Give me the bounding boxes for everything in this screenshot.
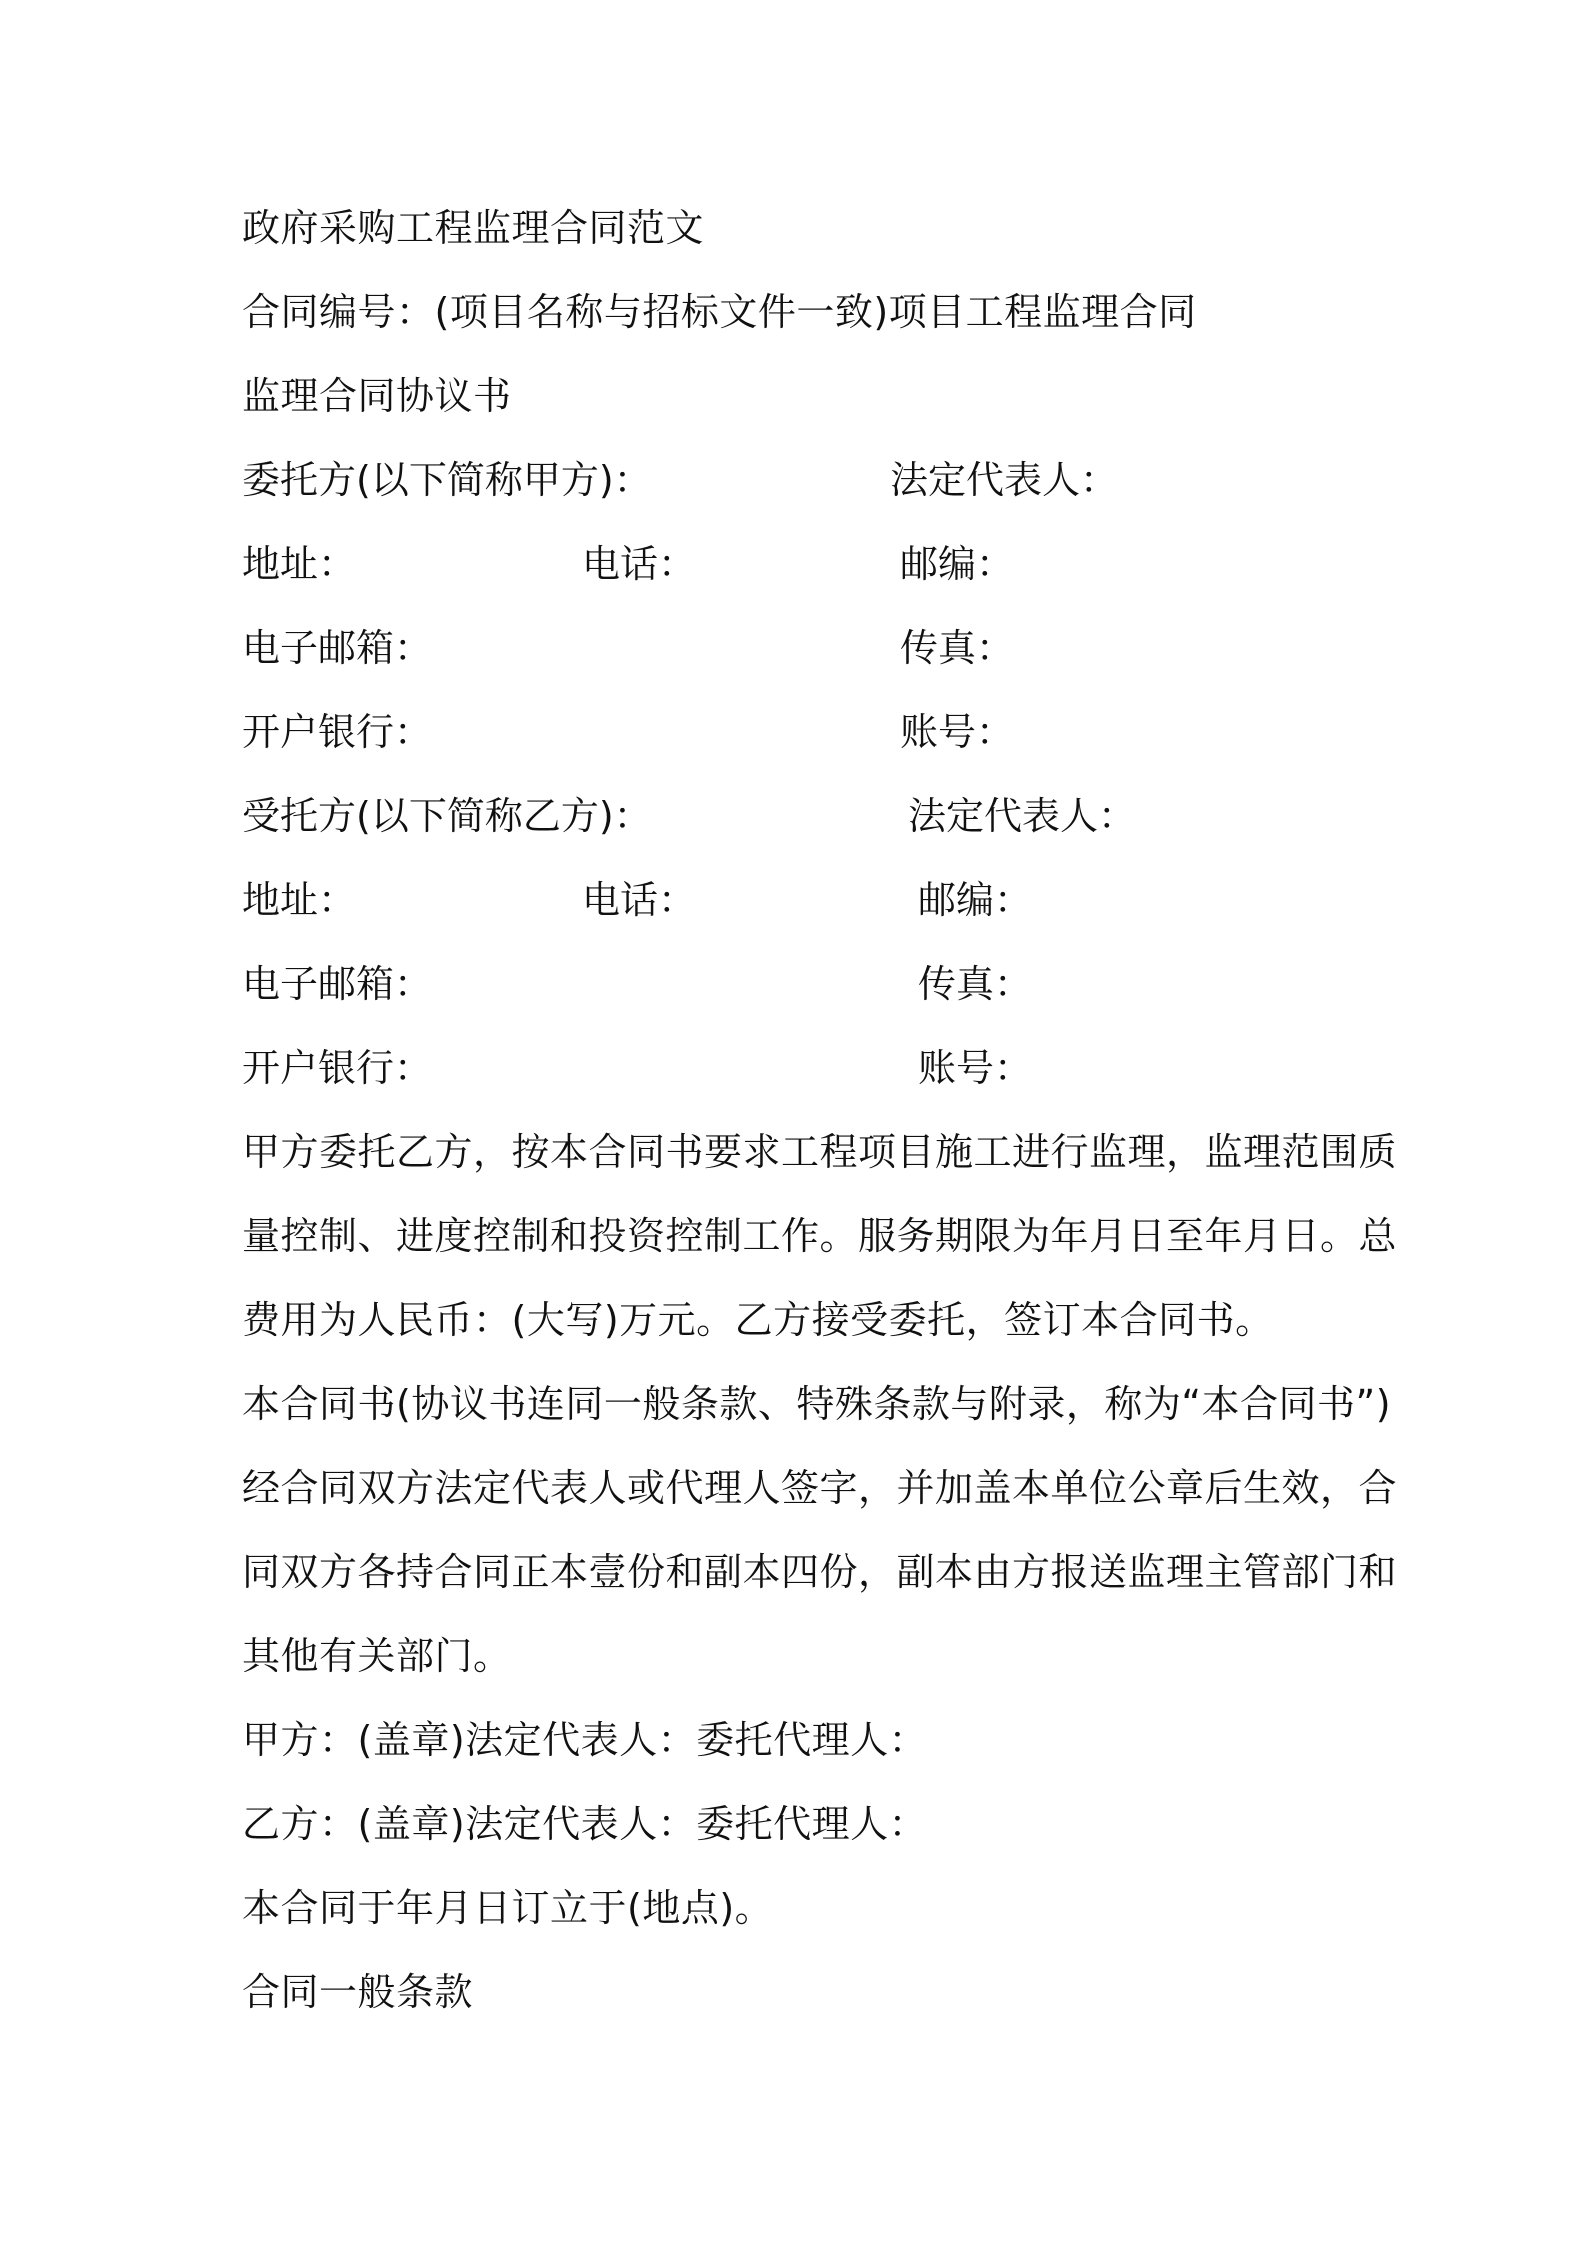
party-a-bank: 开户银行： <box>242 710 433 754</box>
party-a-client: 委托方(以下简称甲方)： <box>242 458 652 502</box>
party-b-postcode: 邮编： <box>918 878 1033 922</box>
party-b-address: 地址： <box>242 878 357 922</box>
paragraph-line: 同双方各持合同正本壹份和副本四份，副本由方报送监理主管部门和 <box>242 1550 1398 1594</box>
party-b-email: 电子邮箱： <box>242 962 433 1006</box>
party-a-phone: 电话： <box>582 542 697 586</box>
paragraph-line: 经合同双方法定代表人或代理人签字，并加盖本单位公章后生效，合 <box>242 1466 1398 1510</box>
signing-date-place: 本合同于年月日订立于(地点)。 <box>242 1886 774 1930</box>
party-a-postcode: 邮编： <box>900 542 1015 586</box>
paragraph-line: 量控制、进度控制和投资控制工作。服务期限为年月日至年月日。总 <box>242 1214 1398 1258</box>
commission-paragraph <box>242 1110 1398 1362</box>
signature-party-b: 乙方：(盖章)法定代表人：委托代理人： <box>242 1802 928 1846</box>
agreement-title: 监理合同协议书 <box>242 374 512 418</box>
paragraph-line: 费用为人民币：(大写)万元。乙方接受委托，签订本合同书。 <box>242 1298 1274 1342</box>
party-b-phone: 电话： <box>582 878 697 922</box>
effectiveness-paragraph <box>242 1362 1398 1698</box>
general-terms-heading: 合同一般条款 <box>242 1970 474 2014</box>
party-a-account: 账号： <box>900 710 1015 754</box>
paragraph-line: 甲方委托乙方，按本合同书要求工程项目施工进行监理，监理范围质 <box>242 1130 1398 1174</box>
party-b-client: 受托方(以下简称乙方)： <box>242 794 652 838</box>
document-title: 政府采购工程监理合同范文 <box>242 206 705 250</box>
paragraph-line: 本合同书(协议书连同一般条款、特殊条款与附录，称为“本合同书”) <box>242 1382 1392 1426</box>
party-a-email: 电子邮箱： <box>242 626 433 670</box>
party-b-bank: 开户银行： <box>242 1046 433 1090</box>
signature-party-a: 甲方：(盖章)法定代表人：委托代理人： <box>242 1718 928 1762</box>
contract-number: 合同编号：(项目名称与招标文件一致)项目工程监理合同 <box>242 290 1197 334</box>
party-b-account: 账号： <box>918 1046 1033 1090</box>
paragraph-line: 其他有关部门。 <box>242 1634 512 1678</box>
party-a-fax: 传真： <box>900 626 1015 670</box>
party-a-legal-rep: 法定代表人： <box>890 458 1119 502</box>
party-a-address: 地址： <box>242 542 357 586</box>
party-b-fax: 传真： <box>918 962 1033 1006</box>
party-b-legal-rep: 法定代表人： <box>908 794 1137 838</box>
